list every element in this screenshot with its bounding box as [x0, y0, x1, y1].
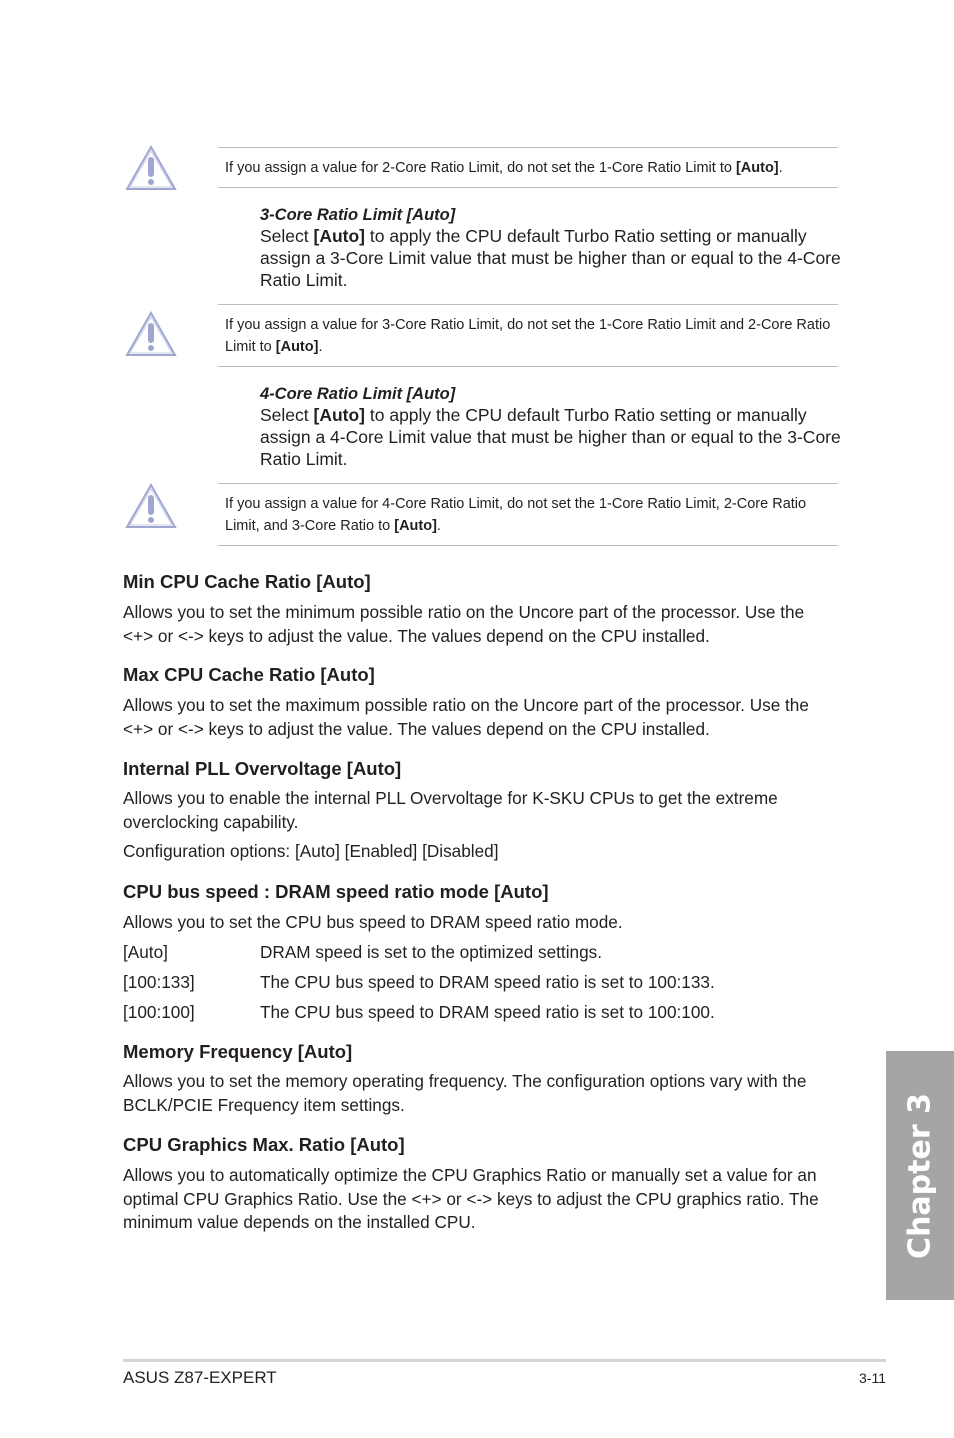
- option-description: DRAM speed is set to the optimized settings.: [260, 942, 602, 962]
- sub-item-description: Select [Auto] to apply the CPU default Turbo Ratio setting or manually assign a 3-Core Limit value that must be higher than or equal to the 4-Core Ratio Limit.: [260, 226, 841, 290]
- note-top-rule: [218, 304, 838, 305]
- footer-page-number: 3-11: [859, 1370, 886, 1386]
- warning-icon: [124, 143, 178, 193]
- option-key: [100:100]: [123, 1002, 195, 1022]
- section-body: Allows you to enable the internal PLL Overvoltage for K-SKU CPUs to get the extreme overclocking capability.: [123, 788, 778, 832]
- section-body: Allows you to automatically optimize the CPU Graphics Ratio or manually set a value for an optimal CPU Graphics Ratio. Use the <+> or <-> keys to adjust the CPU graphics ratio. The minimum value depends on the installed CPU.: [123, 1165, 819, 1232]
- sub-item-title: 4-Core Ratio Limit [Auto]: [260, 385, 456, 403]
- section-body: Allows you to set the CPU bus speed to DRAM speed ratio mode.: [123, 912, 623, 932]
- option-key: [100:133]: [123, 972, 195, 992]
- note-bottom-rule: [218, 187, 838, 188]
- note-text: If you assign a value for 3-Core Ratio Limit, do not set the 1-Core Ratio Limit and 2-Core Ratio Limit to [Auto].: [225, 317, 831, 355]
- note-text: If you assign a value for 2-Core Ratio Limit, do not set the 1-Core Ratio Limit to [Auto].: [225, 160, 783, 176]
- warning-icon: [124, 481, 178, 531]
- section-heading: Min CPU Cache Ratio [Auto]: [123, 571, 371, 592]
- section-body: Allows you to set the maximum possible ratio on the Uncore part of the processor. Use the <+> or <-> keys to adjust the value. The values depend on the CPU installed.: [123, 695, 809, 739]
- section-heading: Max CPU Cache Ratio [Auto]: [123, 664, 375, 685]
- chapter-tab: [886, 1051, 954, 1300]
- footer-product-name: ASUS Z87-EXPERT: [123, 1368, 277, 1387]
- note-text: If you assign a value for 4-Core Ratio Limit, do not set the 1-Core Ratio Limit, 2-Core Ratio Limit, and 3-Core Ratio to [Auto].: [225, 496, 807, 534]
- option-key: [Auto]: [123, 942, 168, 962]
- section-heading: Internal PLL Overvoltage [Auto]: [123, 758, 402, 779]
- note-top-rule: [218, 483, 838, 484]
- sub-item-description: Select [Auto] to apply the CPU default Turbo Ratio setting or manually assign a 4-Core Limit value that must be higher than or equal to the 3-Core Ratio Limit.: [260, 405, 841, 469]
- note-top-rule: [218, 147, 838, 148]
- option-description: The CPU bus speed to DRAM speed ratio is set to 100:100.: [260, 1002, 715, 1022]
- note-bottom-rule: [218, 545, 838, 546]
- footer-rule: [123, 1359, 886, 1362]
- sub-item-title: 3-Core Ratio Limit [Auto]: [260, 206, 456, 224]
- config-options: Configuration options: [Auto] [Enabled] [Disabled]: [123, 841, 499, 861]
- section-body: Allows you to set the memory operating frequency. The configuration options vary with the BCLK/PCIE Frequency item settings.: [123, 1071, 807, 1115]
- section-body: Allows you to set the minimum possible ratio on the Uncore part of the processor. Use the <+> or <-> keys to adjust the value. The values depend on the CPU installed.: [123, 602, 805, 646]
- note-bottom-rule: [218, 366, 838, 367]
- section-heading: CPU bus speed : DRAM speed ratio mode [Auto]: [123, 881, 549, 902]
- section-heading: Memory Frequency [Auto]: [123, 1041, 353, 1062]
- option-description: The CPU bus speed to DRAM speed ratio is set to 100:133.: [260, 972, 715, 992]
- warning-icon: [124, 309, 178, 359]
- chapter-label: Chapter 3: [902, 1092, 938, 1259]
- section-heading: CPU Graphics Max. Ratio [Auto]: [123, 1134, 405, 1155]
